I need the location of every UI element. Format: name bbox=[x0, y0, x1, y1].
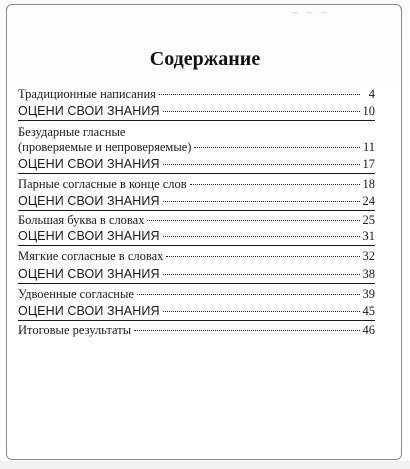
dot-leader bbox=[163, 164, 360, 165]
toc-entry bbox=[18, 287, 375, 302]
dot-leader bbox=[147, 220, 359, 221]
page-bottom-edge bbox=[0, 461, 410, 469]
toc-entry-page: 32 bbox=[362, 249, 375, 263]
toc-entry bbox=[18, 87, 375, 102]
dot-leader bbox=[166, 256, 359, 257]
toc-entry bbox=[18, 323, 375, 338]
dot-leader bbox=[163, 201, 360, 202]
toc-entry-label: ОЦЕНИ СВОИ ЗНАНИЯ bbox=[18, 304, 160, 318]
toc-heading-entry bbox=[18, 229, 375, 246]
toc-entry-label-line1: Безударные гласные bbox=[18, 125, 126, 139]
toc-entry-page: 10 bbox=[362, 104, 375, 118]
toc-entry-label: (проверяемые и непроверяемые) bbox=[18, 140, 192, 154]
faded-header-mark: ~ ~ ~ bbox=[290, 6, 330, 19]
toc-entry-page: 38 bbox=[362, 267, 375, 281]
page-title: Содержание bbox=[149, 48, 261, 70]
toc-entry-label: ОЦЕНИ СВОИ ЗНАНИЯ bbox=[18, 194, 160, 208]
toc-entry-label: Итоговые результаты bbox=[18, 323, 132, 337]
toc-entry-page: 11 bbox=[362, 140, 375, 154]
toc-entry-page: 4 bbox=[368, 87, 375, 101]
dot-leader bbox=[163, 311, 360, 312]
toc-entry-label: ОЦЕНИ СВОИ ЗНАНИЯ bbox=[18, 229, 160, 243]
toc-entry-label: ОЦЕНИ СВОИ ЗНАНИЯ bbox=[18, 267, 160, 281]
toc-heading-entry bbox=[18, 304, 375, 321]
dot-leader bbox=[194, 147, 360, 148]
toc-entry bbox=[18, 125, 375, 155]
toc-entry-page: 39 bbox=[362, 287, 375, 301]
toc-entry-label: Мягкие согласные в словах bbox=[18, 249, 164, 263]
toc-entry-label: Парные согласные в конце слов bbox=[18, 177, 187, 191]
dot-leader bbox=[134, 330, 359, 331]
toc-entry-page: 18 bbox=[362, 177, 375, 191]
toc-entry bbox=[18, 213, 375, 228]
toc-entry-label: Традиционные написания bbox=[18, 87, 156, 101]
toc-heading-entry bbox=[18, 194, 375, 211]
toc-entry-page: 24 bbox=[362, 194, 375, 208]
toc-entry-page: 31 bbox=[362, 229, 375, 243]
toc-entry bbox=[18, 177, 375, 192]
toc-entry-label: ОЦЕНИ СВОИ ЗНАНИЯ bbox=[18, 104, 160, 118]
toc-entry-label: Удвоенные согласные bbox=[18, 287, 134, 301]
dot-leader bbox=[163, 236, 360, 237]
toc-entry-page: 46 bbox=[362, 323, 375, 337]
toc-entry-label: ОЦЕНИ СВОИ ЗНАНИЯ bbox=[18, 157, 160, 171]
dot-leader bbox=[137, 294, 360, 295]
dot-leader bbox=[159, 94, 360, 95]
toc-entry-page: 25 bbox=[362, 213, 375, 227]
toc-heading-entry bbox=[18, 157, 375, 174]
dot-leader bbox=[163, 111, 360, 112]
toc-entry-page: 45 bbox=[362, 304, 375, 318]
dot-leader bbox=[163, 274, 360, 275]
toc-heading-entry bbox=[18, 104, 375, 121]
toc-heading-entry bbox=[18, 267, 375, 284]
toc-entry-page: 17 bbox=[362, 157, 375, 171]
dot-leader bbox=[190, 184, 360, 185]
toc-entry-label: Большая буква в словах bbox=[18, 213, 145, 227]
toc-entry bbox=[18, 249, 375, 264]
